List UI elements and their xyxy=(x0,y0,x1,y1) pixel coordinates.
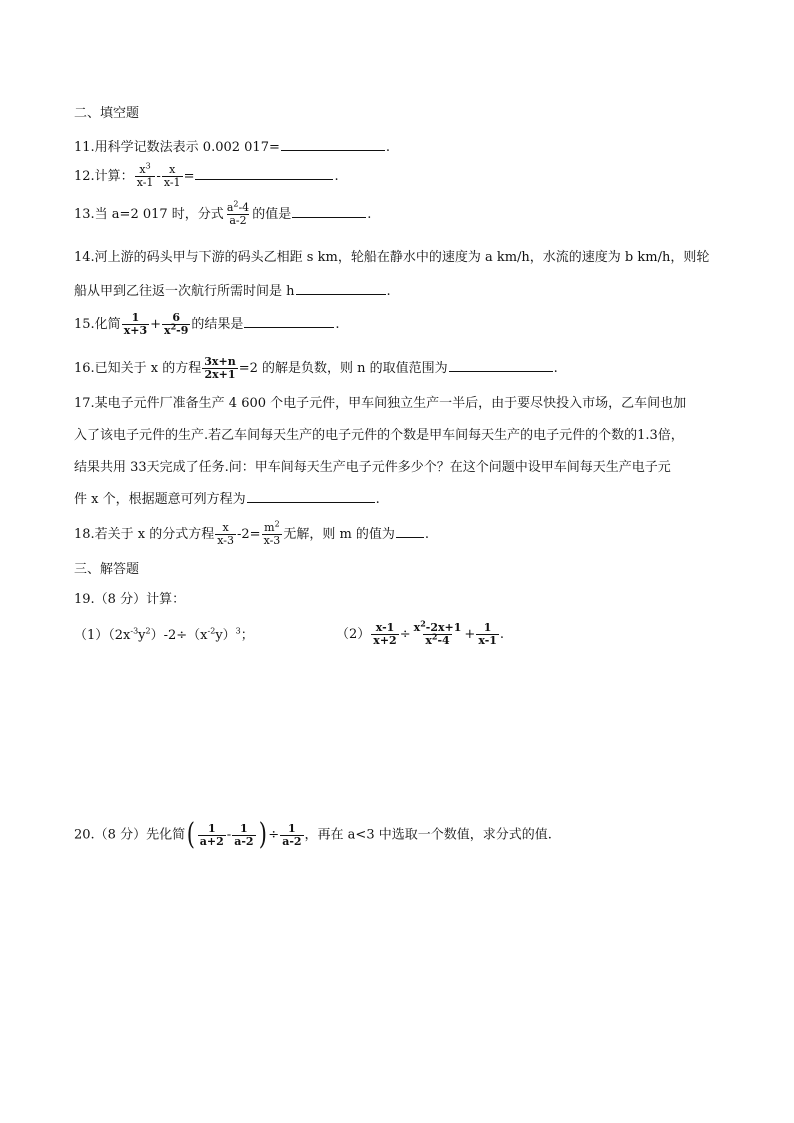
q15-prefix: 15.化简 xyxy=(74,317,121,332)
q17-answer-blank[interactable] xyxy=(247,488,375,503)
q18-fraction-1 xyxy=(215,522,236,547)
q19-end: . xyxy=(499,627,505,642)
q18-answer-blank[interactable] xyxy=(396,523,424,538)
section-title-solve: 三、解答题 xyxy=(74,562,140,577)
q20-suffix: ，再在 a<3 中选取一个数值，求分式的值. xyxy=(304,827,552,843)
q19-f2-den-sup: 2 xyxy=(431,631,438,642)
q20-f2-num: 1 xyxy=(240,821,248,835)
q18-suffix: 无解，则 m 的值为 xyxy=(283,527,395,542)
question-17-line-3: 结果共用 33天完成了任务.问：甲车间每天生产电子元件多少个？在这个问题中设甲车间每天生产电子元 xyxy=(74,460,671,475)
q19-fraction-1 xyxy=(371,622,398,647)
q19-p1-sup2: 2 xyxy=(145,626,151,636)
q12-equals: = xyxy=(183,169,195,184)
question-14-line-1: 14.河上游的码头甲与下游的码头乙相距 s km，轮船在静水中的速度为 a km/h，水流的速度为 b km/h，则轮 xyxy=(74,250,710,265)
q16-fraction xyxy=(202,356,237,381)
q11-end: . xyxy=(385,140,391,155)
q14-line2-text: 船从甲到乙往返一次航行所需时间是 h xyxy=(74,284,295,299)
q20-f3-den: a-2 xyxy=(282,834,302,848)
question-19-title: 19.（8 分）计算： xyxy=(74,592,186,607)
q19-p1-sup1: -3 xyxy=(130,626,139,636)
q19-f3-den: x-1 xyxy=(478,634,497,647)
q13-answer-blank[interactable] xyxy=(292,203,366,218)
q16-prefix: 16.已知关于 x 的方程 xyxy=(74,361,202,376)
q19-p2-label: （2） xyxy=(336,627,371,642)
q19-p1-end: ； xyxy=(240,628,254,643)
question-19-part-1 xyxy=(74,626,254,646)
q15-fraction-2 xyxy=(162,312,190,337)
question-20 xyxy=(74,817,552,852)
q15-f1-den: x+3 xyxy=(123,324,148,337)
q16-f-num: 3x+n xyxy=(204,355,236,368)
q12-answer-blank[interactable] xyxy=(195,165,333,180)
q15-f2-den: x xyxy=(164,324,171,337)
q19-p1-b: y xyxy=(138,628,146,643)
q13-f-num-rest: -4 xyxy=(238,201,250,214)
q18-f2-num: m xyxy=(264,521,275,534)
q16-suffix: =2 的解是负数，则 n 的取值范围为 xyxy=(238,361,448,376)
q13-f-num: a xyxy=(226,201,234,214)
question-19-part-2 xyxy=(336,618,505,647)
q19-f2-den-a: x xyxy=(425,634,432,647)
q19-p1-c: ）-2÷（x xyxy=(150,628,208,643)
q16-answer-blank[interactable] xyxy=(449,357,553,372)
q20-f1-num: 1 xyxy=(207,821,216,835)
q20-fraction-1 xyxy=(198,823,226,848)
q17-line4-text: 件 x 个，根据题意可列方程为 xyxy=(74,492,246,507)
question-17-line-2: 入了该电子元件的生产.若乙车间每天生产的电子元件的个数是甲车间每天生产的电子元件的个数的1.3倍， xyxy=(74,428,684,443)
q19-f1-den: x+2 xyxy=(373,634,397,647)
question-12 xyxy=(74,161,339,189)
q15-plus: + xyxy=(150,317,162,332)
q15-f1-num: 1 xyxy=(131,311,140,324)
q12-fraction-2 xyxy=(162,164,183,189)
q16-end: . xyxy=(553,361,558,376)
q15-end: . xyxy=(335,317,340,332)
q14-answer-blank[interactable] xyxy=(296,280,386,295)
q17-end: . xyxy=(375,492,380,507)
question-18 xyxy=(74,519,430,547)
q14-end: . xyxy=(386,284,391,299)
q20-right-paren: ) xyxy=(258,817,267,852)
q20-f1-den: a+2 xyxy=(199,834,224,848)
question-17-line-1: 17.某电子元件厂准备生产 4 600 个电子元件，甲车间独立生产一半后，由于要尽快投入市场，乙车间也加 xyxy=(74,396,687,411)
q13-f-den: a-2 xyxy=(229,214,247,227)
q19-p1-d: y） xyxy=(215,628,236,643)
question-13 xyxy=(74,199,372,227)
q11-answer-blank[interactable] xyxy=(281,136,385,151)
q20-div: ÷ xyxy=(268,827,280,843)
q15-suffix: 的结果是 xyxy=(191,317,244,332)
q19-f3-num: 1 xyxy=(483,621,492,634)
q20-prefix: 20.（8 分）先化简 xyxy=(74,827,186,843)
q13-end: . xyxy=(367,207,372,222)
q18-fraction-2 xyxy=(262,519,283,547)
q12-prefix: 12.计算： xyxy=(74,169,134,184)
q20-f3-num: 1 xyxy=(288,821,296,835)
q15-fraction-1 xyxy=(122,312,149,337)
q15-f2-den-rest: -9 xyxy=(176,324,189,337)
q12-f1-den: x-1 xyxy=(136,176,154,189)
q11-text: 11.用科学记数法表示 0.002 017= xyxy=(74,140,280,155)
q13-f-sup: 2 xyxy=(233,199,239,209)
q12-f2-den: x-1 xyxy=(163,176,181,189)
q12-minus: - xyxy=(156,169,161,184)
q18-f2-den: x-3 xyxy=(263,534,281,547)
q19-f1-num: x-1 xyxy=(375,621,395,634)
q12-f1-num: x xyxy=(139,163,146,176)
q19-p1-a: （1）（2x xyxy=(74,628,131,643)
question-14-line-2 xyxy=(74,280,391,302)
q13-fraction xyxy=(225,199,251,227)
q18-f1-num: x xyxy=(222,521,229,534)
question-11 xyxy=(74,136,390,158)
q12-f2-num: x xyxy=(169,163,176,176)
q12-fraction-1 xyxy=(135,161,156,189)
section-title-fill-in: 二、填空题 xyxy=(74,106,140,121)
question-17-line-4 xyxy=(74,488,380,510)
q20-f2-den: a-2 xyxy=(234,834,254,848)
q12-end: . xyxy=(334,169,339,184)
q19-f2-den-b: -4 xyxy=(437,634,450,647)
q19-fraction-3 xyxy=(476,622,499,647)
q18-f1-den: x-3 xyxy=(217,534,235,547)
q18-mid: -2= xyxy=(237,527,261,542)
question-16 xyxy=(74,356,558,381)
q13-prefix: 13.当 a=2 017 时，分式 xyxy=(74,207,224,222)
q19-plus: + xyxy=(464,627,476,642)
q12-f1-sup: 3 xyxy=(145,161,151,171)
q18-prefix: 18.若关于 x 的分式方程 xyxy=(74,527,215,542)
q19-p1-sup4: 3 xyxy=(235,626,241,636)
q15-f2-den-sup: 2 xyxy=(170,321,177,332)
q20-fraction-2 xyxy=(232,823,255,848)
q20-minus: - xyxy=(226,827,232,843)
q19-fraction-2 xyxy=(412,618,464,647)
q15-answer-blank[interactable] xyxy=(244,313,334,328)
q19-f2-num-sup: 2 xyxy=(420,618,426,629)
q18-end: . xyxy=(424,527,430,542)
q19-div: ÷ xyxy=(399,627,411,642)
q16-f-den: 2x+1 xyxy=(204,368,236,381)
q19-f2-num-a: x xyxy=(413,621,421,634)
q20-left-paren: ( xyxy=(186,817,196,852)
q13-suffix: 的值是 xyxy=(252,207,292,222)
question-15 xyxy=(74,312,340,337)
q18-f2-sup: 2 xyxy=(274,519,280,529)
q19-p1-sup3: -2 xyxy=(207,626,216,636)
q19-f2-num-b: -2x+1 xyxy=(425,621,462,634)
q15-f2-num: 6 xyxy=(172,311,181,324)
q20-fraction-3 xyxy=(280,823,303,848)
